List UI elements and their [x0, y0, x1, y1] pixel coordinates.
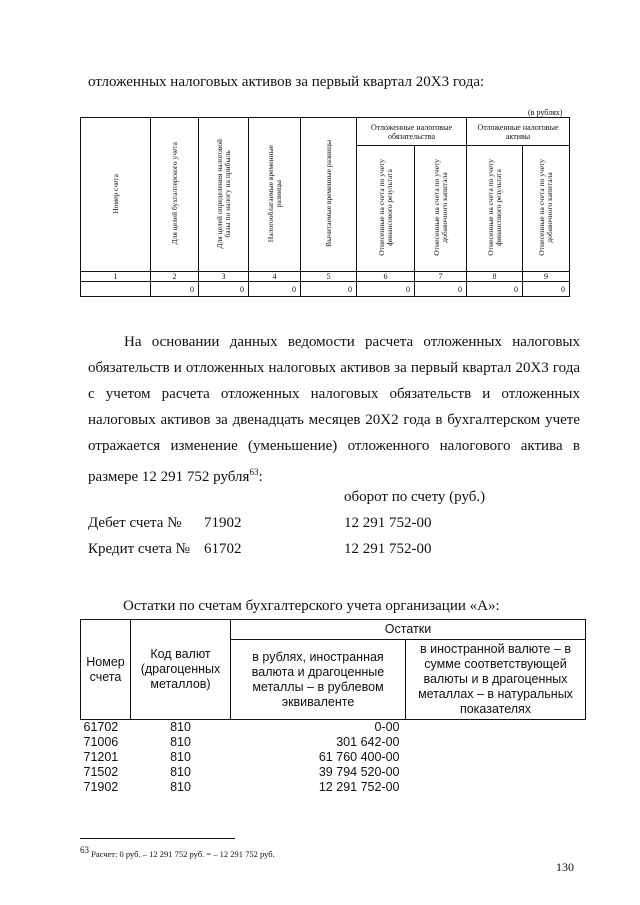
header-asset-capital: Отнесенные на счета по учету добавочного капитала: [523, 146, 570, 272]
table-cell: 0: [199, 282, 249, 297]
cell-rub: 301 642-00: [336, 735, 400, 749]
col-number: 5: [301, 272, 357, 282]
cell-rub: 0-00: [374, 720, 400, 734]
table-cell: [81, 282, 151, 297]
credit-label: Кредит счета №: [88, 541, 190, 557]
paragraph-line: На основании данных ведомости расчета отложенных налоговых: [124, 334, 580, 350]
balances-table: [80, 619, 586, 795]
table-cell: 0: [249, 282, 301, 297]
cell-code: 810: [170, 720, 191, 734]
header-deductible-diff: Вычитаемые временные разницы: [301, 118, 357, 272]
table-cell: 0: [301, 282, 357, 297]
cell-rub: 61 760 400-00: [318, 750, 400, 764]
body-paragraph: [88, 329, 580, 485]
cell-account: 71502: [83, 765, 119, 779]
paragraph-line-tail: :: [258, 469, 263, 485]
heading-deferred-assets: отложенных налоговых активов за первый квартал 20Х3 года:: [88, 74, 485, 90]
cell-foreign: [406, 765, 586, 780]
page-number: 130: [556, 860, 574, 874]
cell-foreign: [406, 735, 586, 750]
table-row: [81, 282, 570, 297]
header-tax-base: Для целей определения налоговой базы по налогу на прибыль: [199, 118, 249, 272]
col-number: 7: [415, 272, 467, 282]
footnote: [80, 845, 275, 859]
table-cell: 0: [415, 282, 467, 297]
table-cell: 0: [357, 282, 415, 297]
col-number: 4: [249, 272, 301, 282]
debit-label: Дебет счета №: [88, 515, 182, 531]
footnote-number: 63: [80, 845, 89, 855]
header-deferred-assets: Отложенные налоговые активы: [467, 118, 570, 146]
header-rub: в рублях, иностранная валюта и драгоценные металлы – в рублевом эквиваленте: [231, 640, 406, 720]
paragraph-line: налоговых активов за двенадцать месяцев 20Х2 года в бухгалтерском учете: [88, 412, 580, 428]
cell-account: 61702: [83, 720, 119, 734]
table-cell: 0: [467, 282, 523, 297]
debit-account: 71902: [204, 515, 242, 531]
paragraph-last-line: [88, 459, 580, 485]
col-number: 9: [523, 272, 570, 282]
credit-amount: 12 291 752-00: [344, 541, 432, 557]
header-account-number: Номер счета: [81, 620, 131, 720]
paragraph-line: отражается изменение (уменьшение) отложенного налогового актива в: [88, 438, 580, 454]
heading-balances: Остатки по счетам бухгалтерского учета организации «А»:: [123, 598, 500, 614]
header-currency-code: Код валют (драгоценных металлов): [131, 620, 231, 720]
col-number: 8: [467, 272, 523, 282]
col-number: 1: [81, 272, 151, 282]
column-number-row: [81, 272, 570, 282]
header-foreign: в иностранной валюте – в сумме соответствующей валюты и в драгоценных металлах – в натуральных показателях: [406, 640, 586, 720]
cell-code: 810: [170, 780, 191, 794]
table-row: [81, 750, 586, 765]
header-deferred-liabilities: Отложенные налоговые обязательства: [357, 118, 467, 146]
unit-note: (в рублях): [528, 108, 563, 117]
cell-account: 71201: [83, 750, 119, 764]
table-row: [81, 765, 586, 780]
header-taxable-diff: Налогооблагаемые временные разницы: [249, 118, 301, 272]
col-number: 6: [357, 272, 415, 282]
table-cell: 0: [523, 282, 570, 297]
header-balances: Остатки: [231, 620, 586, 640]
paragraph-line: с учетом расчета отложенных налоговых обязательств и отложенных: [88, 386, 580, 402]
table-row: [81, 780, 586, 795]
col-number: 2: [151, 272, 199, 282]
cell-code: 810: [170, 765, 191, 779]
paragraph-line: обязательств и отложенных налоговых активов за первый квартал 20Х3 года: [88, 360, 580, 376]
cell-code: 810: [170, 735, 191, 749]
cell-account: 71006: [83, 735, 119, 749]
paragraph-line-text: размере 12 291 752 рубля: [88, 469, 250, 485]
cell-code: 810: [170, 750, 191, 764]
cell-foreign: [406, 720, 586, 736]
table-row: [81, 720, 586, 736]
footnote-reference: 63: [249, 467, 259, 477]
table-cell: 0: [151, 282, 199, 297]
footnote-text: Расчет: 0 руб. – 12 291 752 руб. = – 12 291 752 руб.: [89, 848, 275, 859]
debit-amount: 12 291 752-00: [344, 515, 432, 531]
header-account-number: Номер счета: [81, 118, 151, 272]
col-number: 3: [199, 272, 249, 282]
deferred-tax-table: [80, 117, 570, 297]
header-accounting: Для целей бухгалтерского учета: [151, 118, 199, 272]
header-liab-capital: Отнесенные на счета по учету добавочного капитала: [415, 146, 467, 272]
footnote-divider: [80, 838, 235, 839]
credit-account: 61702: [204, 541, 242, 557]
header-asset-fin-result: Отнесенные на счета по учету финансового результата: [467, 146, 523, 272]
table-row: [81, 735, 586, 750]
cell-foreign: [406, 780, 586, 795]
cell-account: 71902: [83, 780, 119, 794]
cell-foreign: [406, 750, 586, 765]
header-liab-fin-result: Отнесенные на счета по учету финансового результата: [357, 146, 415, 272]
cell-rub: 12 291 752-00: [318, 780, 400, 794]
cell-rub: 39 794 520-00: [318, 765, 400, 779]
turnover-label: оборот по счету (руб.): [344, 489, 486, 505]
